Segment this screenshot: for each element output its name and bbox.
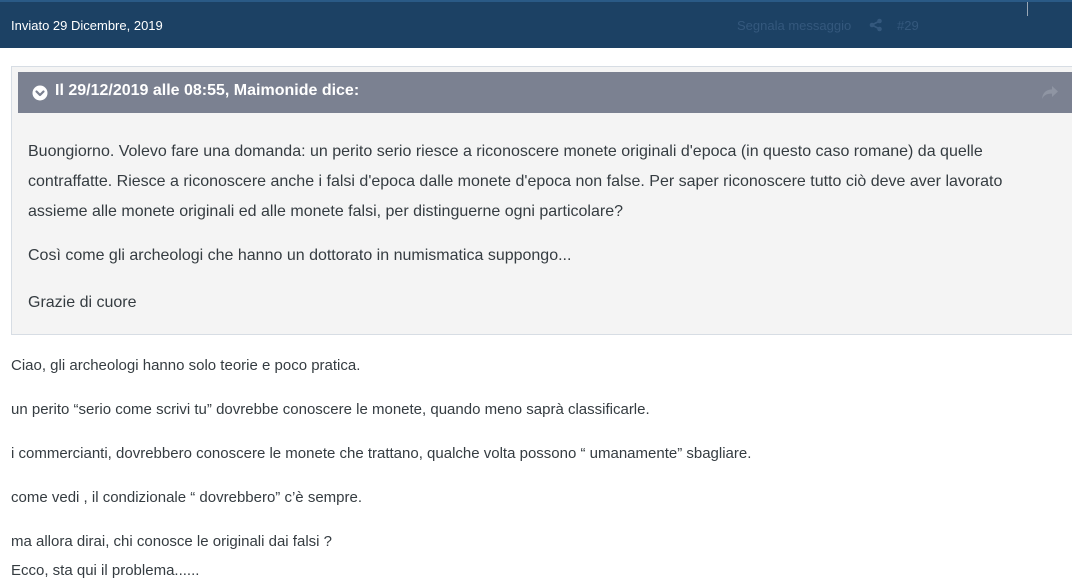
reply-paragraph: Ciao, gli archeologi hanno solo teorie e poco pratica. — [11, 357, 361, 374]
divider — [1027, 2, 1028, 16]
reply-paragraph: i commercianti, dovrebbero conoscere le monete che trattano, qualche volta possono “ umanamente” sbagliare. — [11, 445, 752, 462]
reply-arrow-icon[interactable] — [1041, 85, 1059, 100]
post-date-link[interactable]: Inviato 29 Dicembre, 2019 — [11, 18, 163, 33]
reply-paragraph: un perito “serio come scrivi tu” dovrebbe conoscere le monete, quando meno saprà classificarle. — [11, 401, 650, 418]
post-number-link[interactable]: #29 — [897, 18, 919, 33]
quote-paragraph: Grazie di cuore — [28, 294, 137, 311]
quote-citation-text: Il 29/12/2019 alle 08:55, Maimonide dice: — [55, 82, 360, 99]
reply-paragraph: come vedi , il condizionale “ dovrebbero” c’è sempre. — [11, 489, 362, 506]
quote-block — [11, 66, 1072, 335]
chevron-down-circle-icon[interactable] — [32, 85, 48, 101]
reply-paragraph: ma allora dirai, chi conosce le originali dai falsi ? — [11, 533, 332, 550]
quote-paragraph: Così come gli archeologi che hanno un dottorato in numismatica suppongo... — [28, 247, 572, 264]
quote-citation[interactable] — [18, 72, 1072, 113]
post-header — [0, 0, 1072, 48]
reply-paragraph: Ecco, sta qui il problema...... — [11, 562, 200, 579]
report-post-link[interactable]: Segnala messaggio — [737, 18, 852, 33]
quote-paragraph: Buongiorno. Volevo fare una domanda: un perito serio riesce a riconoscere monete originali d'epoca (in questo caso romane) da quelle contraffatte. Riesce a riconoscere anche i falsi d'epoca dalle monete d'epoca non false. Per saper riconoscere tutto ciò deve aver lavorato assieme alle monete originali ed alle monete falsi, per distinguerne ogni particolare? — [28, 143, 1003, 220]
share-icon[interactable] — [869, 18, 883, 32]
